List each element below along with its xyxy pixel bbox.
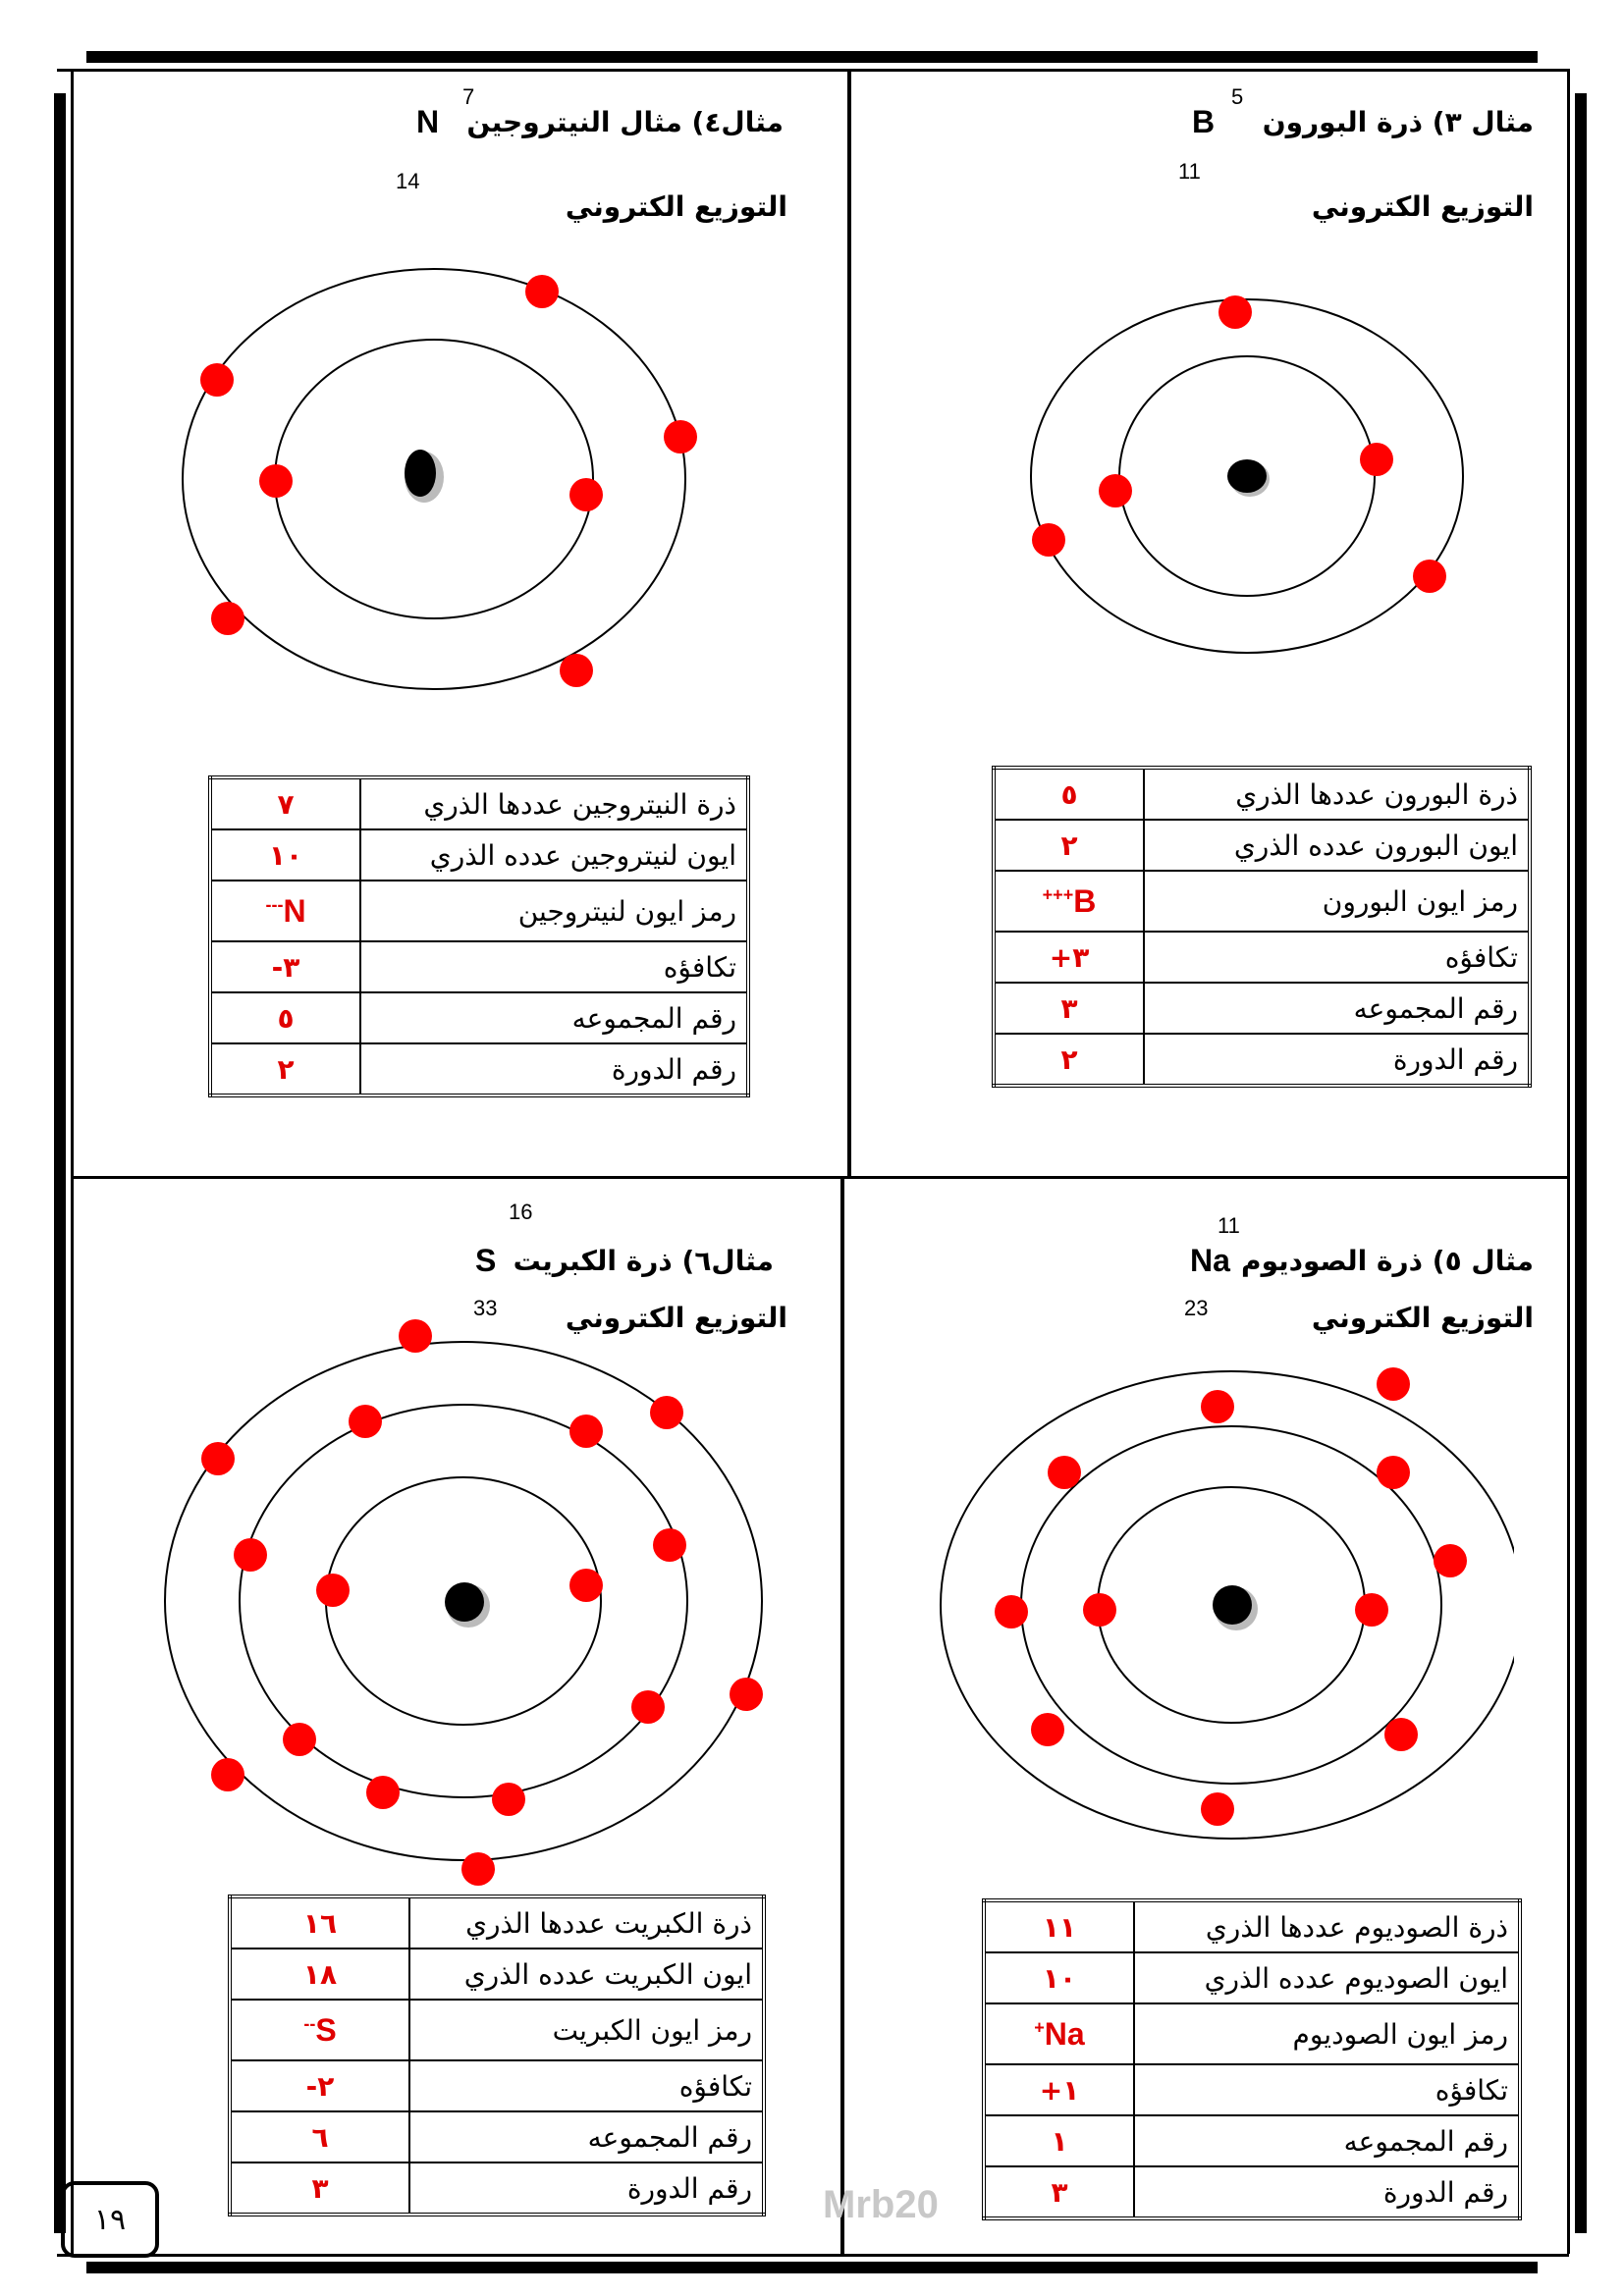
- example-title: مثال٦) ذرة الكبريت: [513, 1245, 774, 1277]
- table-value: ٢-: [230, 2060, 409, 2111]
- element-symbol: Na: [1190, 1243, 1230, 1278]
- boron-info-table: [992, 766, 1532, 1088]
- electron: [349, 1405, 382, 1438]
- page-number: ١٩: [61, 2181, 159, 2258]
- table-value: ٢: [210, 1043, 360, 1095]
- electron: [200, 363, 234, 397]
- table-value: ٥: [994, 768, 1144, 820]
- table-value: ٣+: [994, 932, 1144, 983]
- table-value: ١: [984, 2115, 1134, 2166]
- table-label: ايون الصوديوم عدده الذري: [1134, 1952, 1520, 2003]
- table-row: [984, 2166, 1520, 2218]
- table-row: [230, 2111, 764, 2163]
- table-value: ٢: [994, 1034, 1144, 1086]
- frame-bottom-thin: [57, 2254, 1569, 2257]
- table-label: رمز ايون البورون: [1144, 871, 1530, 932]
- table-value: ٣: [230, 2163, 409, 2215]
- electron: [1384, 1718, 1418, 1751]
- table-label: رقم الدورة: [1134, 2166, 1520, 2218]
- ion-symbol: S--: [303, 2011, 337, 2048]
- table-label: تكافؤه: [1134, 2064, 1520, 2115]
- electron: [1377, 1367, 1410, 1401]
- table-row: [994, 768, 1530, 820]
- table-row: [210, 881, 748, 941]
- table-row: [984, 2115, 1520, 2166]
- table-value: ١٦: [230, 1896, 409, 1949]
- ion-symbol-cell: [210, 881, 360, 941]
- electron: [492, 1783, 525, 1816]
- electron: [1099, 474, 1132, 507]
- ion-symbol: B+++: [1042, 882, 1097, 919]
- table-label: رقم الدورة: [360, 1043, 748, 1095]
- table-label: رقم الدورة: [409, 2163, 764, 2215]
- table-label: رقم الدورة: [1144, 1034, 1530, 1086]
- electron: [1413, 560, 1446, 593]
- electron: [569, 1569, 603, 1602]
- sodium-info-table: [982, 1898, 1522, 2220]
- electron: [211, 1758, 244, 1791]
- electron: [730, 1678, 763, 1711]
- table-value: ١٠: [210, 829, 360, 881]
- distribution-subtitle: التوزيع الكتروني: [565, 190, 787, 223]
- table-row: [210, 777, 748, 829]
- electron: [1355, 1593, 1388, 1627]
- nucleus: [1213, 1585, 1252, 1625]
- table-row: [210, 941, 748, 992]
- table-value: ٢: [994, 820, 1144, 871]
- distribution-subtitle: التوزيع الكتروني: [1311, 1302, 1534, 1334]
- element-symbol: N: [416, 104, 440, 139]
- table-row: [230, 1949, 764, 2000]
- electron: [995, 1595, 1028, 1629]
- table-label: ذرة الصوديوم عددها الذري: [1134, 1900, 1520, 1952]
- table-row: [210, 992, 748, 1043]
- frame-right: [1575, 93, 1587, 2233]
- element-symbol: B: [1192, 104, 1216, 139]
- table-value: ١١: [984, 1900, 1134, 1952]
- table-row: [210, 1043, 748, 1095]
- electron: [664, 420, 697, 454]
- electron: [560, 654, 593, 687]
- electron: [1048, 1456, 1081, 1489]
- table-row: [994, 983, 1530, 1034]
- ion-symbol: N---: [265, 892, 306, 929]
- electron: [461, 1852, 495, 1886]
- table-label: ذرة النيتروجين عددها الذري: [360, 777, 748, 829]
- table-label: رقم المجموعه: [1144, 983, 1530, 1034]
- table-row: [984, 2003, 1520, 2064]
- electron: [234, 1538, 267, 1572]
- table-label: ايون لنيتروجين عدده الذري: [360, 829, 748, 881]
- table-label: ايون البورون عدده الذري: [1144, 820, 1530, 871]
- table-label: تكافؤه: [409, 2060, 764, 2111]
- table-row: [984, 2064, 1520, 2115]
- electron: [1201, 1792, 1234, 1826]
- table-value: ٣: [994, 983, 1144, 1034]
- electron: [1031, 1713, 1064, 1746]
- table-label: رقم المجموعه: [360, 992, 748, 1043]
- distribution-subtitle: التوزيع الكتروني: [1311, 190, 1534, 223]
- table-label: رقم المجموعه: [409, 2111, 764, 2163]
- table-label: ايون الكبريت عدده الذري: [409, 1949, 764, 2000]
- electron: [366, 1776, 400, 1809]
- nitrogen-atom-diagram: [177, 265, 707, 717]
- table-row: [230, 2163, 764, 2215]
- table-value: ١+: [984, 2064, 1134, 2115]
- table-label: تكافؤه: [360, 941, 748, 992]
- distribution-subtitle: التوزيع الكتروني: [565, 1302, 787, 1334]
- table-label: رمز ايون الصوديوم: [1134, 2003, 1520, 2064]
- table-row: [984, 1900, 1520, 1952]
- example-title: مثال٤) مثال النيتروجين: [466, 106, 784, 138]
- electron: [631, 1690, 665, 1724]
- mass-number: 11: [1178, 159, 1201, 184]
- element-symbol: S: [475, 1243, 497, 1278]
- electron: [283, 1723, 316, 1756]
- sodium-atom-diagram: [925, 1364, 1514, 1855]
- sulfur-atom-diagram: [162, 1311, 771, 1891]
- table-row: [230, 2000, 764, 2060]
- electron: [211, 602, 244, 635]
- atomic-number: 7: [462, 84, 475, 109]
- mass-number: 33: [473, 1296, 498, 1320]
- electron: [1434, 1544, 1467, 1577]
- atomic-number: 11: [1218, 1213, 1240, 1238]
- electron: [1360, 443, 1393, 476]
- table-label: رمز ايون الكبريت: [409, 2000, 764, 2060]
- table-row: [994, 871, 1530, 932]
- table-label: تكافؤه: [1144, 932, 1530, 983]
- electron: [1032, 523, 1065, 557]
- sulfur-info-table: [228, 1895, 766, 2216]
- table-row: [984, 1952, 1520, 2003]
- boron-atom-diagram: [1011, 290, 1483, 682]
- table-row: [994, 820, 1530, 871]
- electron: [653, 1528, 686, 1562]
- table-value: ٧: [210, 777, 360, 829]
- electron: [201, 1442, 235, 1475]
- divider-vertical-bottom: [840, 1178, 844, 2254]
- watermark: Mrb20: [823, 2183, 939, 2226]
- atomic-number: 16: [509, 1200, 533, 1224]
- table-row: [230, 1896, 764, 1949]
- nucleus: [405, 450, 436, 497]
- frame-bottom: [86, 2262, 1538, 2273]
- ion-symbol-cell: [994, 871, 1144, 932]
- frame-left-thin: [71, 69, 74, 2254]
- ion-symbol-cell: [230, 2000, 409, 2060]
- example-title: مثال ٥) ذرة الصوديوم: [1241, 1245, 1534, 1277]
- ion-symbol: Na+: [1034, 2015, 1085, 2052]
- electron: [316, 1574, 350, 1607]
- table-value: ١٠: [984, 1952, 1134, 2003]
- atomic-number: 5: [1231, 84, 1244, 109]
- table-label: ذرة الكبريت عددها الذري: [409, 1896, 764, 1949]
- table-value: ٣: [984, 2166, 1134, 2218]
- nitrogen-info-table: [208, 775, 750, 1097]
- electron: [650, 1396, 683, 1429]
- electron: [1218, 295, 1252, 329]
- table-row: [994, 1034, 1530, 1086]
- nucleus: [1227, 459, 1267, 493]
- electron: [1201, 1390, 1234, 1423]
- ion-symbol-cell: [984, 2003, 1134, 2064]
- table-value: ١٨: [230, 1949, 409, 2000]
- divider-horizontal: [71, 1176, 1569, 1179]
- example-title: مثال ٣) ذرة البورون: [1262, 106, 1534, 138]
- frame-top: [86, 51, 1538, 63]
- table-row: [230, 2060, 764, 2111]
- electron: [259, 464, 293, 498]
- table-value: ٣-: [210, 941, 360, 992]
- mass-number: 14: [396, 169, 420, 193]
- electron: [569, 478, 603, 511]
- frame-left: [54, 93, 66, 2233]
- electron: [399, 1319, 432, 1353]
- table-label: ذرة البورون عددها الذري: [1144, 768, 1530, 820]
- table-label: رمز ايون لنيتروجين: [360, 881, 748, 941]
- electron: [525, 275, 559, 308]
- table-label: رقم المجموعه: [1134, 2115, 1520, 2166]
- table-row: [994, 932, 1530, 983]
- table-row: [210, 829, 748, 881]
- electron: [1083, 1593, 1116, 1627]
- frame-top-thin: [57, 69, 1569, 72]
- mass-number: 23: [1184, 1296, 1209, 1320]
- table-value: ٦: [230, 2111, 409, 2163]
- divider-vertical-top: [847, 69, 851, 1178]
- nucleus: [445, 1582, 484, 1622]
- table-value: ٥: [210, 992, 360, 1043]
- electron: [569, 1415, 603, 1448]
- frame-right-thin: [1567, 69, 1570, 2254]
- electron: [1377, 1456, 1410, 1489]
